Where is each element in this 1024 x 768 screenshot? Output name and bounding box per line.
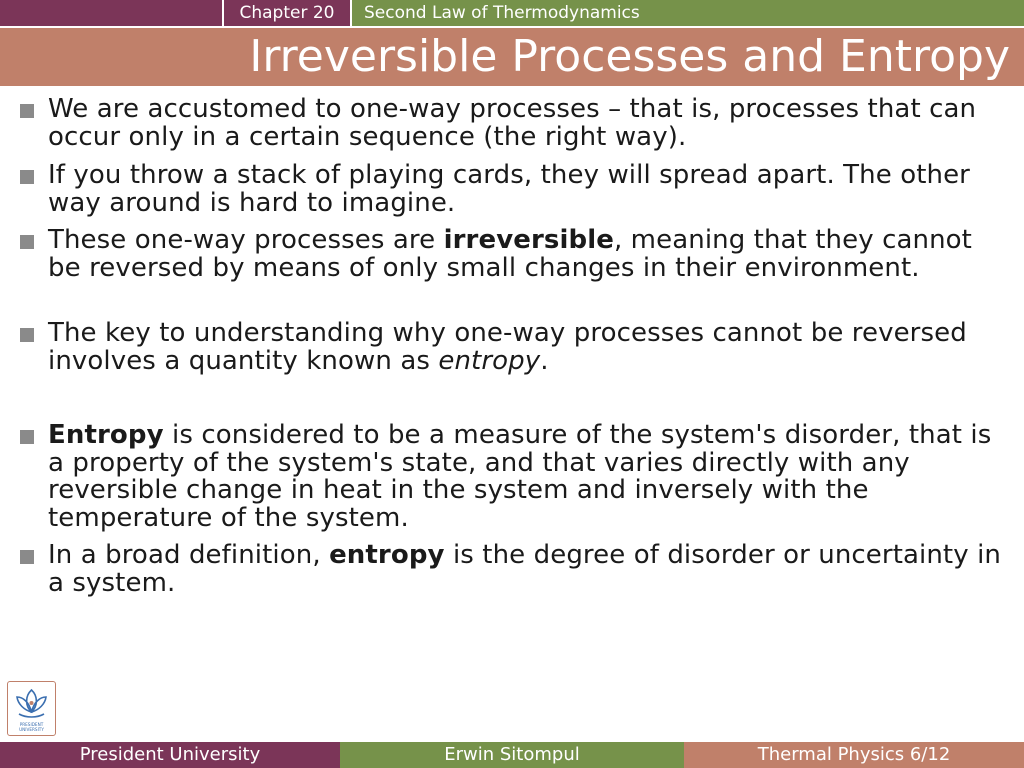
italic-term: entropy [438,345,541,376]
bold-term: entropy [329,540,445,570]
text-run: In a broad definition, [48,540,330,570]
title-band [0,28,1024,86]
footer-author: Erwin Sitompul [340,742,684,768]
top-bar [0,0,1024,26]
lotus-icon [8,682,55,735]
bullet-text [48,162,1008,217]
text-run: , meaning that they cannot be reversed by means of only small changes in their environment. [48,225,972,283]
bullet-square-icon [20,104,34,118]
text-run: is considered to be a measure of the system's disorder, that is a property of the system's state, and that varies directly with any reversible change in heat in the system and inversely with the temperature of the system. [48,420,992,533]
footer-bar [0,742,1024,768]
topic-label: Second Law of Thermodynamics [352,0,1024,26]
text-run: These one-way processes are [48,225,444,255]
bullet-square-icon [20,328,34,342]
bold-term: irreversible [443,225,614,255]
footer-page: Thermal Physics 6/12 [684,742,1024,768]
bullet-square-icon [20,235,34,249]
text-run: We are accustomed to one-way processes – that is, processes that can occur only in a certain sequence (the right way). [48,94,977,152]
university-logo [7,681,56,736]
bullet-text [48,320,1008,375]
text-run: The key to understanding why one-way processes cannot be reversed involves a quantity known as [48,318,967,376]
text-run: is the degree of disorder or uncertainty in a system. [48,540,1001,598]
bullet-square-icon [20,430,34,444]
top-bar-spacer [0,0,222,26]
bullet-text [48,422,1008,532]
text-run: . [540,345,549,376]
chapter-label: Chapter 20 [222,0,352,26]
bullet-square-icon [20,170,34,184]
bold-term: Entropy [48,420,164,450]
bullet-square-icon [20,550,34,564]
bullet-text [48,96,1008,151]
bullet-text [48,542,1008,597]
text-run: If you throw a stack of playing cards, they will spread apart. The other way around is hard to imagine. [48,160,970,218]
bullet-text [48,227,1008,282]
footer-institution: President University [0,742,340,768]
svg-text:PRESIDENT: PRESIDENT [19,722,44,727]
slide-title: Irreversible Processes and Entropy [249,31,1010,82]
svg-text:UNIVERSITY: UNIVERSITY [19,727,44,732]
